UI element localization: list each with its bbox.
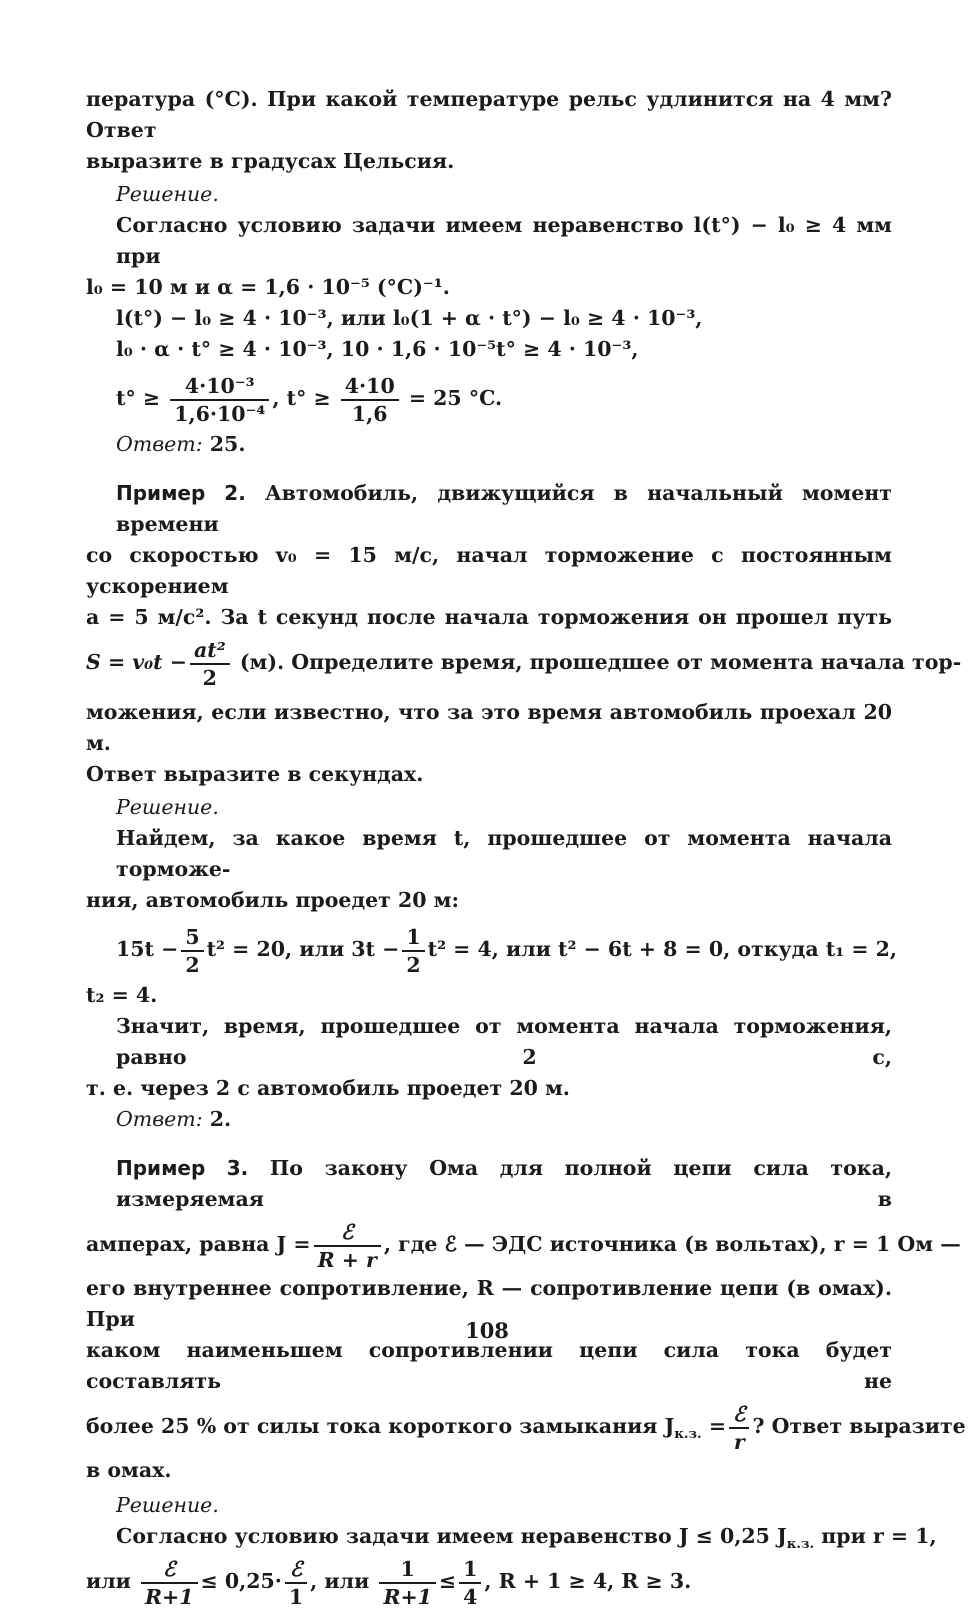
fraction	[341, 373, 399, 427]
formula-text: t² = 4, или t² − 6t + 8 = 0, откуда t₁ = 2,	[427, 937, 898, 961]
formula-text: , R + 1 ≥ 4, R ≥ 3.	[484, 1569, 692, 1593]
fraction-numerator: ℰ	[285, 1556, 307, 1584]
fraction-denominator: 1	[288, 1584, 304, 1609]
text-line: t₂ = 4.	[86, 983, 158, 1007]
text-span: , где ℰ — ЭДС источника (в вольтах), r = 1 Ом —	[383, 1232, 961, 1256]
fraction-denominator: 2	[406, 952, 421, 977]
fraction-numerator: ℰ	[141, 1556, 197, 1584]
fraction	[285, 1556, 307, 1610]
formula-text: t° ≥	[116, 386, 161, 410]
text-span: По закону Ома для полной цепи сила тока, измеряемая в	[116, 1156, 893, 1211]
fraction	[459, 1556, 481, 1610]
fraction	[190, 637, 230, 691]
fraction-numerator: 1	[459, 1556, 481, 1584]
text-span: =	[701, 1414, 727, 1438]
text-line: его внутреннее сопротивление, R — сопротивление цепи (в омах). При	[86, 1276, 892, 1331]
fraction-numerator: ℰ	[729, 1401, 749, 1429]
text-line: пература (°C). При какой температуре рельс удлинится на 4 мм? Ответ	[86, 87, 892, 142]
formula-fraction-line	[86, 920, 898, 978]
text-span: при r = 1,	[814, 1524, 937, 1548]
text-line: Значит, время, прошедшее от момента начала торможения, равно 2 с,	[116, 1014, 892, 1069]
text-span: или	[86, 1569, 131, 1593]
fraction-numerator: 1	[402, 924, 424, 952]
example-heading: Пример 3.	[116, 1156, 249, 1180]
fraction-denominator: 4	[463, 1584, 478, 1609]
fraction-numerator: 4·10⁻³	[170, 373, 269, 401]
fraction	[402, 924, 424, 978]
answer-value: 2.	[209, 1107, 232, 1131]
fraction	[181, 924, 203, 978]
text-span: (м). Определите время, прошедшее от момента начала тор-	[239, 650, 962, 674]
text-line: выразите в градусах Цельсия.	[86, 149, 455, 173]
formula-text: ≤ 0,25·	[200, 1569, 282, 1593]
text-span: Согласно условию задачи имеем неравенство J ≤ 0,25 J	[116, 1524, 787, 1548]
text-span: ? Ответ выразите	[752, 1414, 966, 1438]
fraction-denominator: 1,6	[351, 401, 388, 426]
formula-text: = 25 °C.	[408, 386, 503, 410]
fraction-denominator: 1,6·10⁻⁴	[174, 401, 266, 426]
subscript: к.з.	[786, 1536, 815, 1553]
text-line: l₀ = 10 м и α = 1,6 · 10⁻⁵ (°C)⁻¹.	[86, 275, 450, 299]
page-body	[86, 84, 966, 1610]
solution-label: Решение.	[116, 182, 219, 206]
fraction-denominator: 2	[202, 665, 217, 690]
answer-label: Ответ:	[116, 1107, 203, 1131]
text-line: каком наименьшем сопротивлении цепи сила тока будет составлять не	[86, 1338, 892, 1393]
fraction-denominator: r	[733, 1429, 745, 1454]
fraction-numerator: at²	[190, 637, 230, 665]
text-line: со скоростью v₀ = 15 м/с, начал торможение с постоянным ускорением	[86, 543, 892, 598]
fraction-numerator: 4·10	[341, 373, 399, 401]
text-line: в омах.	[86, 1458, 172, 1482]
fraction	[379, 1556, 435, 1610]
answer-line	[86, 429, 892, 460]
solution-label: Решение.	[116, 1493, 219, 1517]
formula-fraction-line	[86, 633, 962, 691]
formula-text: , t° ≥	[272, 386, 331, 410]
fraction-numerator: ℰ	[314, 1219, 381, 1247]
fraction-numerator: 5	[181, 924, 203, 952]
formula-fraction-line	[86, 1215, 961, 1273]
formula-text: , или	[310, 1569, 370, 1593]
formula-fraction-line	[86, 1397, 966, 1455]
fraction-denominator: R+1	[383, 1584, 432, 1609]
formula-text: S = v₀t −	[86, 650, 187, 674]
formula-fraction-line	[86, 369, 892, 427]
text-span: Автомобиль, движущийся в начальный момент времени	[116, 481, 892, 536]
answer-line	[86, 1104, 892, 1135]
formula-text: ≤	[438, 1569, 457, 1593]
page-number: 108	[465, 1318, 509, 1343]
text-line: a = 5 м/с². За t секунд после начала торможения он прошел путь	[86, 605, 892, 629]
fraction-denominator: R + r	[317, 1247, 377, 1272]
subscript: к.з.	[674, 1426, 702, 1443]
fraction	[729, 1401, 749, 1455]
example-line	[86, 1153, 892, 1215]
formula-line: l(t°) − l₀ ≥ 4 · 10⁻³, или l₀(1 + α · t°) − l₀ ≥ 4 · 10⁻³,	[116, 306, 703, 330]
text-line: ния, автомобиль проедет 20 м:	[86, 888, 460, 912]
solution-label: Решение.	[116, 795, 219, 819]
text-line: Ответ выразите в секундах.	[86, 762, 424, 786]
text-line	[86, 1521, 937, 1553]
fraction	[314, 1219, 381, 1273]
answer-label: Ответ:	[116, 432, 203, 456]
fraction-denominator: R+1	[145, 1584, 194, 1609]
text-span: амперах, равна J =	[86, 1232, 311, 1256]
text-line: Найдем, за какое время t, прошедшее от момента начала торможе-	[116, 826, 892, 881]
text-span: более 25 % от силы тока короткого замыкания J	[86, 1414, 675, 1438]
formula-text: t² = 20, или 3t −	[206, 937, 400, 961]
formula-text: 15t −	[116, 937, 179, 961]
fraction-numerator: 1	[379, 1556, 435, 1584]
fraction-denominator: 2	[185, 952, 200, 977]
formula-fraction-line	[86, 1552, 892, 1610]
fraction	[170, 373, 269, 427]
text-line: Согласно условию задачи имеем неравенство l(t°) − l₀ ≥ 4 мм при	[116, 213, 892, 268]
text-line: можения, если известно, что за это время автомобиль проехал 20 м.	[86, 700, 892, 755]
formula-line: l₀ · α · t° ≥ 4 · 10⁻³, 10 · 1,6 · 10⁻⁵t° ≥ 4 · 10⁻³,	[116, 337, 639, 361]
example-line	[86, 478, 892, 540]
text-line: т. е. через 2 с автомобиль проедет 20 м.	[86, 1076, 570, 1100]
fraction	[141, 1556, 197, 1610]
answer-value: 25.	[209, 432, 246, 456]
example-heading: Пример 2.	[116, 481, 246, 505]
